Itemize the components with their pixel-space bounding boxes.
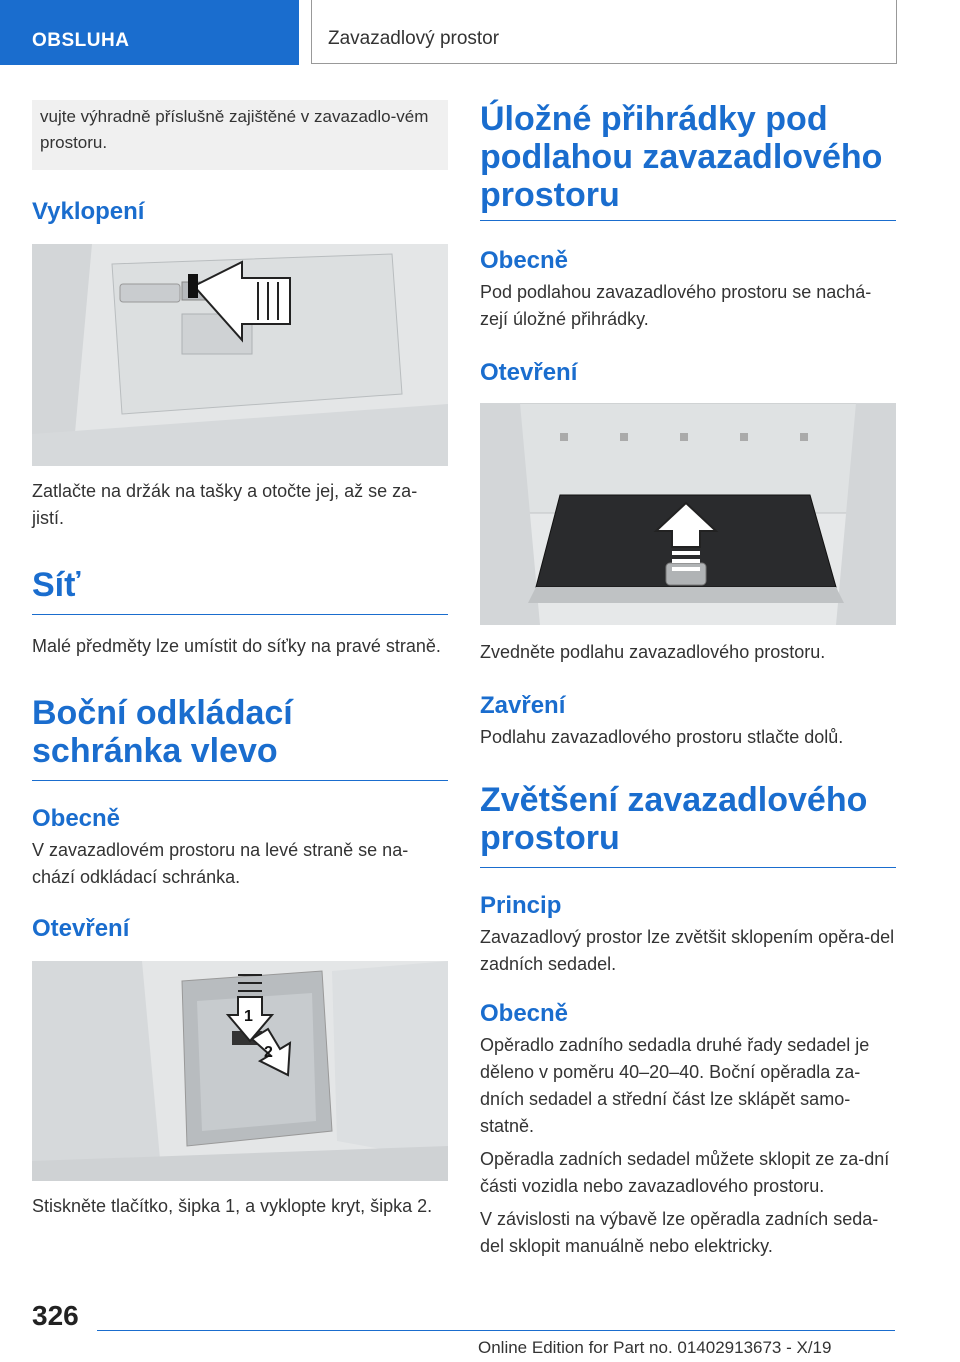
svg-text:1: 1 [244, 1008, 253, 1025]
heading-obecne-left: Obecně [32, 805, 121, 832]
text-obecne-right: Pod podlahou zavazadlového prostoru se nachá-zejí úložné přihrádky. [480, 282, 872, 329]
floor-lift-illustration [480, 403, 896, 625]
bag-holder-illustration [32, 244, 448, 466]
text-obecne2-p3: V závislosti na výbavě lze opěradla zadních seda-del sklopit manuálně nebo elektricky. [480, 1209, 879, 1256]
heading-zavreni: Zavření [480, 692, 566, 719]
page-header [311, 0, 897, 64]
text-otevreni-right: Zvedněte podlahu zavazadlového prostoru. [480, 642, 826, 662]
svg-text:2: 2 [264, 1044, 273, 1061]
continued-note: vujte výhradně příslušně zajištěné v zavazadlo-vém prostoru. [32, 100, 448, 170]
edition-note: Online Edition for Part no. 01402913673 - X/19 [478, 1338, 832, 1357]
heading-princip: Princip [480, 892, 562, 919]
heading-sit: Síť [32, 566, 448, 615]
page-number: 326 [32, 1300, 79, 1331]
text-zavreni: Podlahu zavazadlového prostoru stlačte dolů. [480, 727, 844, 747]
right-column [480, 100, 896, 1260]
text-princip: Zavazadlový prostor lze zvětšit sklopením opěra-del zadních sedadel. [480, 927, 895, 974]
text-sit: Malé předměty lze umístit do síťky na pravé straně. [32, 636, 441, 656]
figure-side-compartment [32, 961, 448, 1181]
figure-bag-holder [32, 244, 448, 466]
heading-obecne-right: Obecně [480, 247, 569, 274]
page-header-title: Zavazadlový prostor [328, 28, 500, 49]
heading-obecne2: Obecně [480, 1000, 569, 1027]
figure-floor-lift [480, 403, 896, 625]
text-obecne-left: V zavazadlovém prostoru na levé straně se na-chází odkládací schránka. [32, 840, 409, 887]
text-obecne2-p1: Opěradlo zadního sedadla druhé řady sedadel je děleno v poměru 40–20–40. Boční opěradla za-dních sedadel a střední část lze sklápět samo-statně. [480, 1035, 870, 1136]
heading-ulozne-prihradky: Úložné přihrádky pod podlahou zavazadlového prostoru [480, 100, 896, 221]
side-compartment-illustration [32, 961, 448, 1181]
heading-bocni-schranka: Boční odkládací schránka vlevo [32, 694, 448, 781]
section-tab [0, 0, 299, 65]
heading-vyklopeni: Vyklopení [32, 198, 145, 225]
section-label: OBSLUHA [32, 30, 130, 51]
footer-divider [97, 1330, 895, 1331]
text-obecne2-p2: Opěradla zadních sedadel můžete sklopit ze za-dní části vozidla nebo zavazadlového prostoru. [480, 1149, 890, 1196]
text-otevreni-left: Stiskněte tlačítko, šipka 1, a vyklopte kryt, šipka 2. [32, 1196, 433, 1216]
left-column [32, 100, 448, 1220]
heading-otevreni-left: Otevření [32, 915, 130, 942]
heading-zvetseni: Zvětšení zavazadlového prostoru [480, 781, 896, 868]
text-vyklopeni: Zatlačte na držák na tašky a otočte jej, až se za-jistí. [32, 481, 418, 528]
heading-otevreni-right: Otevření [480, 359, 578, 386]
